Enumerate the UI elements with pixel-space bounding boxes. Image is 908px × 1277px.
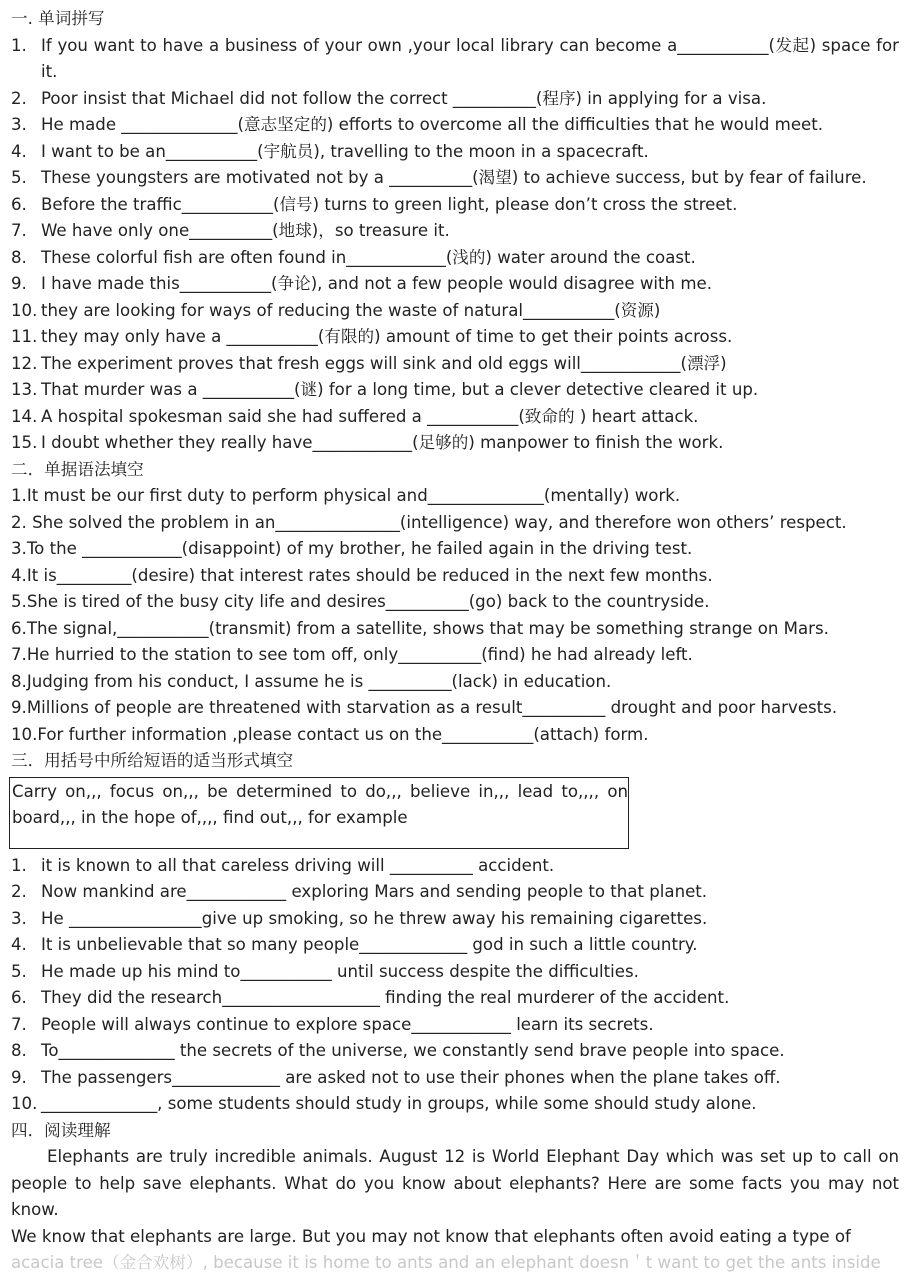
s2-item-2: 2. She solved the problem in an_______________(intelligence) way, and therefore won others’ respect. [11,512,847,532]
reading-paragraph-2-line-1: We know that elephants are large. But you may not know that elephants often avoid eating a type of [11,1226,851,1246]
s3-item-8: 8. To______________ the secrets of the universe, we constantly send brave people into space. [11,1041,785,1060]
s3-item-1: 1. it is known to all that careless driving will __________ accident. [11,855,555,875]
s2-item-1: 1.It must be our first duty to perform physical and______________(mentally) work. [11,486,681,505]
s3-item-3: 3. He ________________give up smoking, so he threw away his remaining cigarettes. [11,908,708,928]
reading-paragraph-1: Elephants are truly incredible animals. August 12 is World Elephant Day which was set up to call on people to help save elephants. What do you know about elephants? Here are some facts you may not know. [11,1147,899,1219]
s2-item-5: 5.She is tired of the busy city life and desires__________(go) back to the countryside. [11,592,710,611]
s1-item-13: 13. That murder was a ___________(谜) for a long time, but a clever detective cleared it up. [11,380,759,399]
s2-item-7: 7.He hurried to the station to see tom off, only__________(find) he had already left. [11,645,693,664]
s2-item-9: 9.Millions of people are threatened with starvation as a result__________ drought and poor harvests. [11,698,838,717]
s3-item-7: 7. People will always continue to explore space____________ learn its secrets. [11,1014,654,1034]
s1-item-1-text: If you want to have a business of your own ,your local library can become a___________(发起) space for it. [41,35,899,81]
s1-item-14: 14. A hospital spokesman said she had suffered a ___________(致命的 ) heart attack. [11,406,699,426]
s1-item-12: 12. The experiment proves that fresh eggs will sink and old eggs will____________(漂浮) [11,353,727,373]
s2-item-10: 10.For further information ,please contact us on the___________(attach) form. [11,724,649,744]
s1-item-9: 9. I have made this___________(争论), and not a few people would disagree with me. [11,274,712,293]
s1-item-4: 4. I want to be an___________(宇航员), travelling to the moon in a spacecraft. [11,141,649,161]
phrase-box: Carry on,,, focus on,,, be determined to do,,, believe in,,, lead to,,,, on board,,, in the hope of,,,, find out,,, for example [9,777,629,849]
s1-item-8: 8. These colorful fish are often found in____________(浅的) water around the coast. [11,247,696,267]
s3-item-10: 10. ______________, some students should study in groups, while some should study alone. [11,1094,757,1113]
section-3-heading: 三．用括号中所给短语的适当形式填空 [11,751,294,770]
s3-item-2: 2. Now mankind are____________ exploring Mars and sending people to that planet. [11,882,708,901]
s1-item-2: 2. Poor insist that Michael did not follow the correct __________(程序) in applying for a visa. [11,88,767,108]
s1-item-3: 3. He made ______________(意志坚定的) efforts to overcome all the difficulties that he would meet. [11,115,824,134]
s2-item-3: 3.To the ____________(disappoint) of my brother, he failed again in the driving test. [11,539,693,558]
s1-item-7: 7. We have only one__________(地球)，so treasure it. [11,221,450,240]
s1-item-6: 6. Before the traffic___________(信号) turns to green light, please don’t cross the street. [11,194,738,214]
s2-item-4: 4.It is_________(desire) that interest rates should be reduced in the next few months. [11,565,713,585]
s3-item-6: 6. They did the research___________________ finding the real murderer of the accident. [11,988,730,1007]
s2-item-8: 8.Judging from his conduct, I assume he is __________(lack) in education. [11,671,612,691]
s1-item-15: 15. I doubt whether they really have____________(足够的) manpower to finish the work. [11,433,724,452]
worksheet [11,6,899,1277]
s2-item-6: 6.The signal,___________(transmit) from a satellite, shows that may be something strange on Mars. [11,618,829,638]
s1-item-10: 10. they are looking for ways of reducing the waste of natural___________(资源) [11,300,661,320]
section-1-heading: 一. 单词拼写 [11,9,105,28]
s3-item-9: 9. The passengers_____________ are asked not to use their phones when the plane takes off. [11,1067,781,1087]
s1-item-1: 1. If you want to have a business of your own ,your local library can become a___________(发起) space for it. [11,33,899,86]
reading-paragraph-2-line-2: acacia tree（金合欢树）, because it is home to ants and an elephant doesn＇t want to get the ants inside [11,1253,881,1272]
s1-item-5: 5. These youngsters are motivated not by a __________(渴望) to achieve success, but by fear of failure. [11,168,867,187]
section-4-heading: 四．阅读理解 [11,1120,111,1140]
section-2-heading: 二．单据语法填空 [11,459,144,479]
s3-item-5: 5. He made up his mind to___________ until success despite the difficulties. [11,961,639,981]
s3-item-4: 4. It is unbelievable that so many people_____________ god in such a little country. [11,935,698,954]
s1-item-11: 11. they may only have a ___________(有限的) amount of time to get their points across. [11,327,733,346]
